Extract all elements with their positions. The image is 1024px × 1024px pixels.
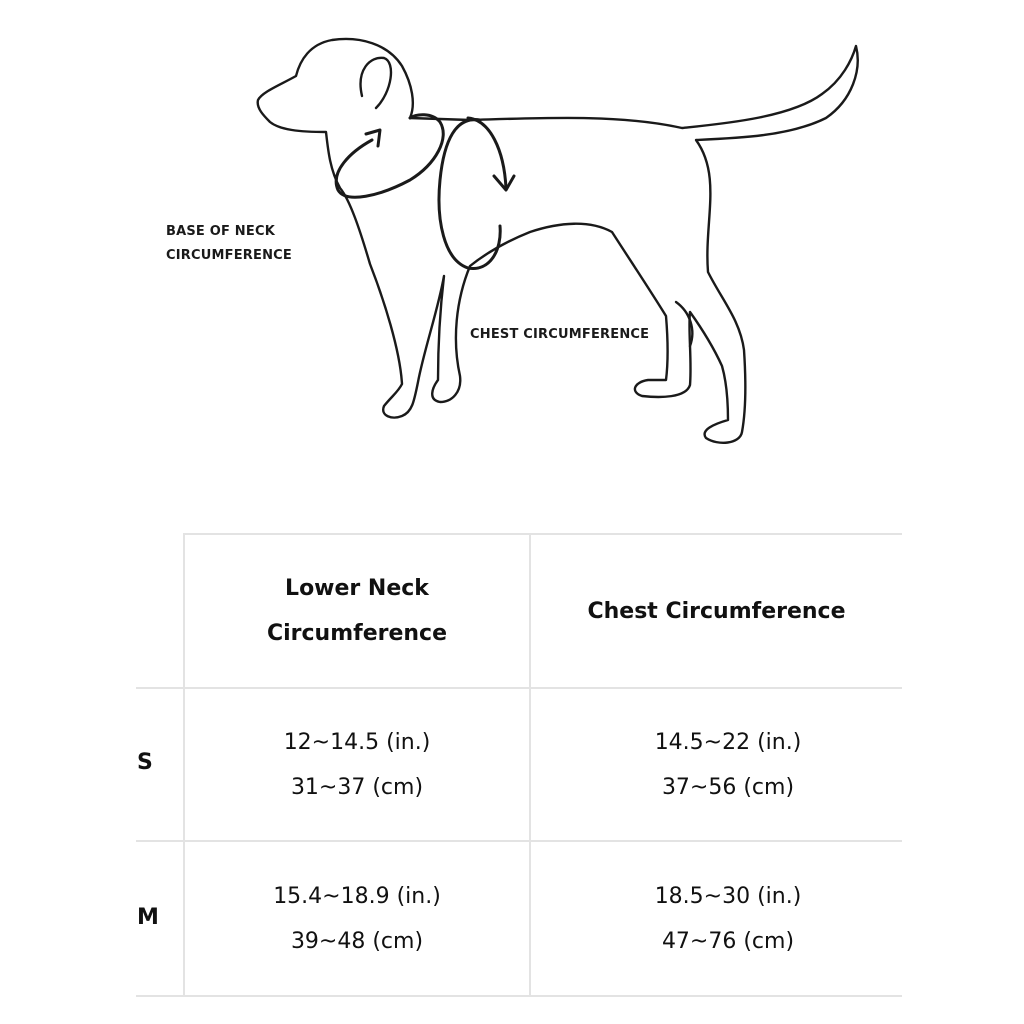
- header-neck-line2: Circumference: [266, 621, 448, 646]
- row-s-chest-cm: 37~56 (cm): [661, 774, 795, 800]
- header-neck-line1: Lower Neck: [285, 576, 429, 601]
- row-m-chest-cell: [531, 842, 925, 995]
- row-s-chest-in: 14.5~22 (in.): [654, 729, 802, 755]
- row-size-s: S: [137, 750, 153, 775]
- row-m-chest-cm: 47~76 (cm): [661, 928, 795, 954]
- neck-circumference-label: BASE OF NECK CIRCUMFERENCE: [166, 224, 292, 263]
- row-m-neck-in: 15.4~18.9 (in.): [273, 883, 441, 909]
- row-s-neck-in: 12~14.5 (in.): [283, 729, 431, 755]
- chest-circumference-label: CHEST CIRCUMFERENCE: [470, 327, 650, 342]
- table-bottom-border: [136, 995, 902, 997]
- row-size-m: M: [137, 905, 159, 930]
- row-m-chest-in: 18.5~30 (in.): [654, 883, 802, 909]
- header-neck-cell: [185, 535, 529, 687]
- row-s-neck-cell: [185, 689, 529, 840]
- row-s-neck-cm: 31~37 (cm): [290, 774, 424, 800]
- header-chest: Chest Circumference: [587, 598, 846, 624]
- row-m-neck-cell: [185, 842, 529, 995]
- header-chest-cell: [531, 535, 902, 687]
- row-s-chest-cell: [531, 689, 925, 840]
- row-m-neck-cm: 39~48 (cm): [290, 928, 424, 954]
